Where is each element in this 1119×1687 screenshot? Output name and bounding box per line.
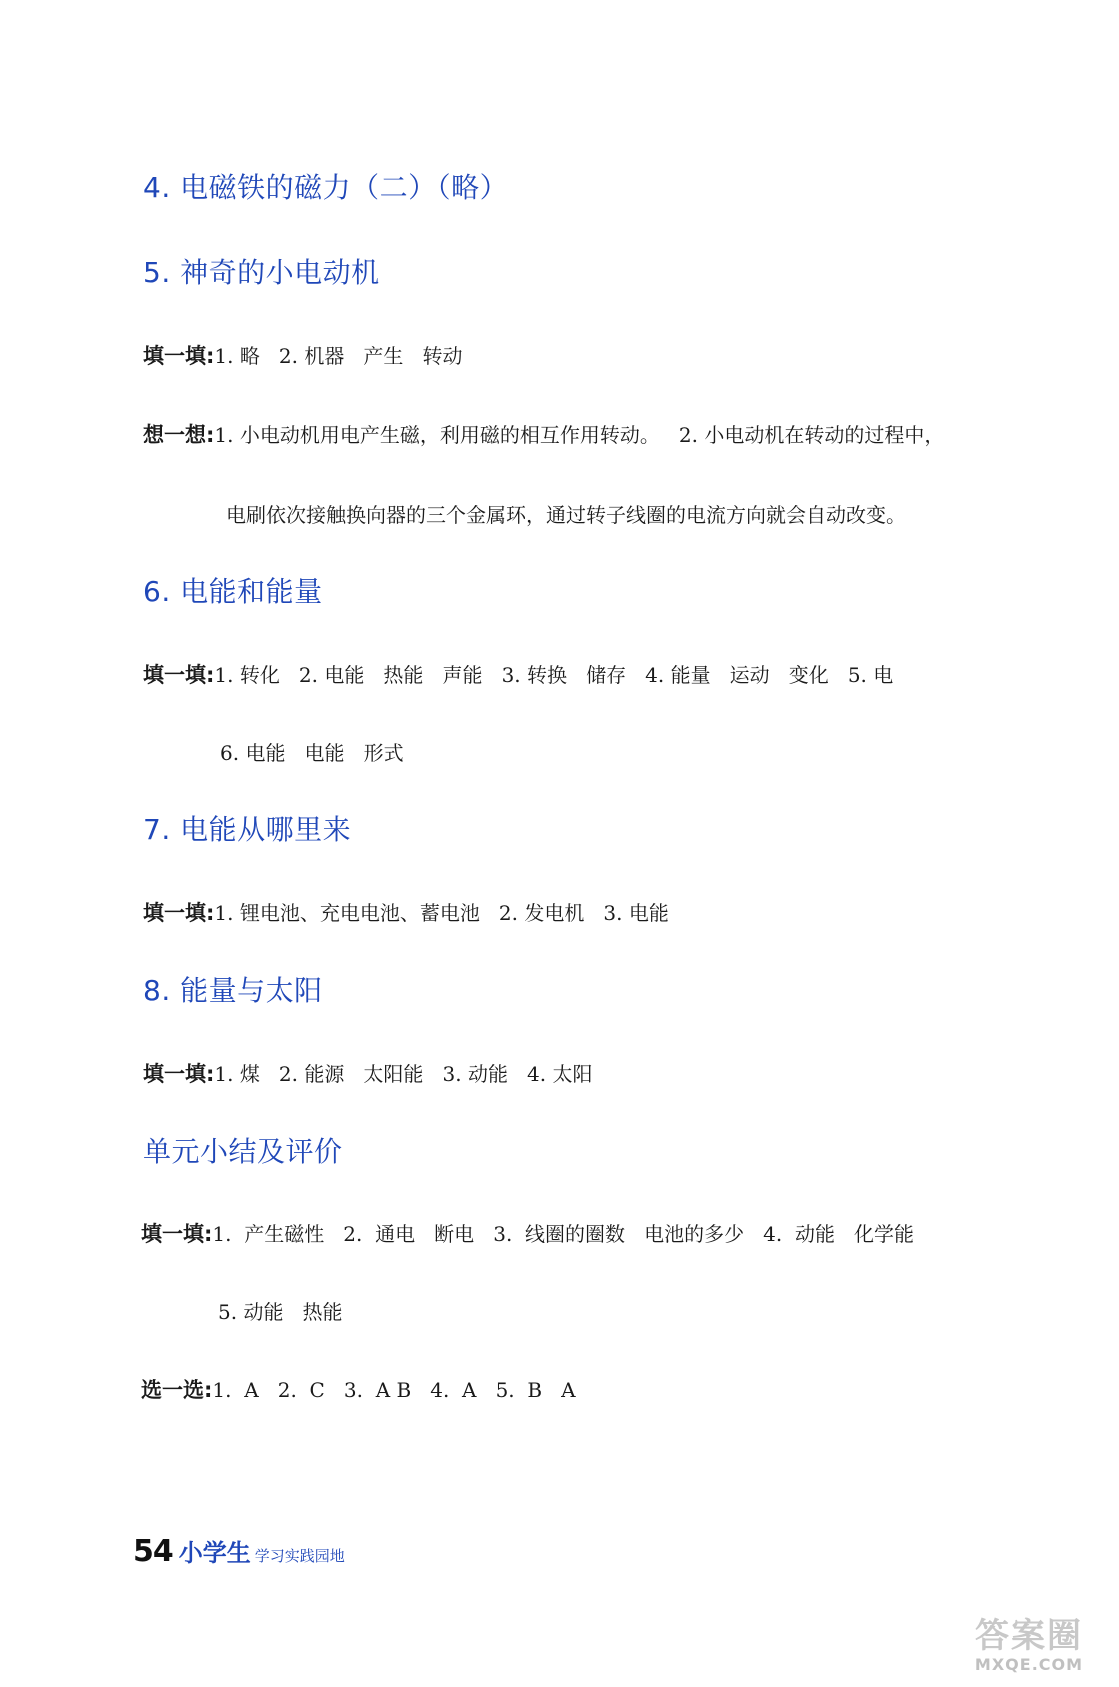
watermark-url: MXQE.COM <box>974 1655 1084 1674</box>
section-title-4: 4. 电磁铁的磁力（二）（略） <box>143 171 509 204</box>
answer-line <box>143 1058 592 1088</box>
answer-line-continued: 6. 电能 电能 形式 <box>220 741 404 765</box>
book-brand: 小学生 <box>178 1539 251 1567</box>
fill-answers: 1. 产生磁性 2. 通电 断电 3. 线圈的圈数 电池的多少 4. 动能 化学能 <box>212 1222 915 1246</box>
section-title-7: 7. 电能从哪里来 <box>143 813 352 846</box>
watermark <box>949 1617 1109 1679</box>
fill-answers: 1. 略 2. 机器 产生 转动 <box>214 344 463 368</box>
choose-answers: 1. A 2. C 3. A B 4. A 5. B A <box>212 1378 576 1402</box>
page-footer <box>133 1533 345 1573</box>
book-subtitle: 学习实践园地 <box>254 1547 345 1565</box>
answer-line <box>143 659 893 689</box>
fill-answers: 1. 转化 2. 电能 热能 声能 3. 转换 储存 4. 能量 运动 变化 5. 电 <box>214 663 894 687</box>
fill-answers: 1. 煤 2. 能源 太阳能 3. 动能 4. 太阳 <box>214 1062 593 1086</box>
answer-line <box>143 897 669 927</box>
watermark-logo: 答案圈 <box>975 1616 1083 1656</box>
answer-line <box>143 340 463 370</box>
answer-line <box>141 1218 914 1248</box>
fill-label: 填一填: <box>143 663 215 687</box>
fill-label: 填一填: <box>143 901 215 925</box>
answer-line-continued: 5. 动能 热能 <box>218 1300 343 1324</box>
think-label: 想一想: <box>143 423 215 447</box>
choose-label: 选一选: <box>141 1378 213 1402</box>
fill-answers: 1. 锂电池、充电电池、蓄电池 2. 发电机 3. 电能 <box>214 901 669 925</box>
fill-label: 填一填: <box>143 344 215 368</box>
think-answers: 1. 小电动机用电产生磁，利用磁的相互作用转动。 2. 小电动机在转动的过程中， <box>214 423 945 447</box>
answer-line <box>141 1374 576 1404</box>
fill-label: 填一填: <box>141 1222 213 1246</box>
answer-line-continued: 电刷依次接触换向器的三个金属环，通过转子线圈的电流方向就会自动改变。 <box>226 503 906 527</box>
section-title-8: 8. 能量与太阳 <box>143 974 323 1007</box>
fill-label: 填一填: <box>143 1062 215 1086</box>
answer-line <box>143 419 944 449</box>
page-number: 54 <box>133 1534 173 1569</box>
section-title-summary: 单元小结及评价 <box>143 1135 343 1168</box>
section-title-5: 5. 神奇的小电动机 <box>143 256 380 289</box>
section-title-6: 6. 电能和能量 <box>143 575 323 608</box>
